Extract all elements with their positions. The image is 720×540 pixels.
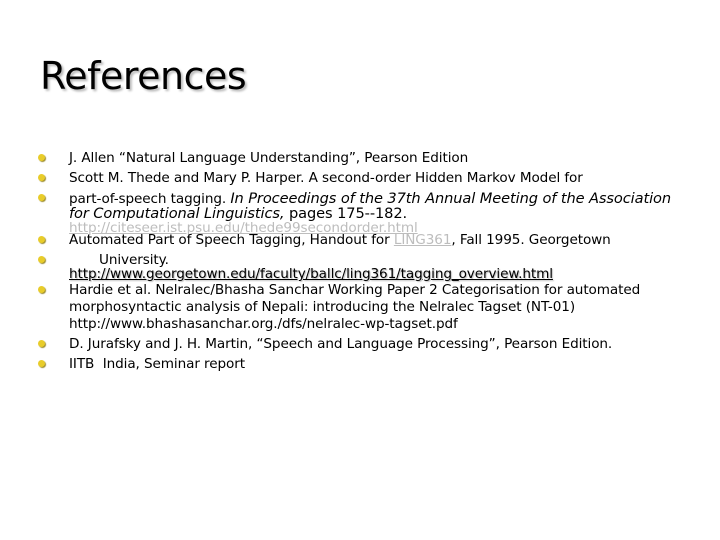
bullet-icon [38, 154, 45, 161]
reference-item-georgetown-continued [0, 252, 720, 283]
reference-text: IITB India, Seminar report [69, 356, 245, 372]
bullet-icon [38, 236, 45, 243]
reference-text: Automated Part of Speech Tagging, Handout for [69, 232, 394, 248]
reference-text: part-of-speech tagging. [69, 191, 231, 207]
reference-text: Scott M. Thede and Mary P. Harper. A second-order Hidden Markov Model for [69, 170, 583, 186]
reference-item-hardie [0, 282, 720, 333]
bullet-icon [38, 286, 45, 293]
reference-text: Hardie et al. Nelralec/Bhasha Sanchar Working Paper 2 Categorisation for automated [69, 282, 641, 298]
reference-list [0, 150, 720, 373]
bullet-icon [38, 194, 45, 201]
reference-url-text: http://www.bhashasanchar.org./dfs/nelralec-wp-tagset.pdf [69, 316, 458, 332]
slide-title: References [40, 54, 247, 98]
reference-venue: for Computational Linguistics, [69, 205, 285, 222]
bullet-icon [38, 340, 45, 347]
reference-item-allen [0, 150, 720, 167]
reference-text: , Fall 1995. Georgetown [451, 232, 611, 248]
bullet-icon [38, 256, 45, 263]
reference-item-jurafsky [0, 336, 720, 353]
bullet-icon [38, 360, 45, 367]
reference-text: University. [99, 252, 169, 268]
reference-text: J. Allen “Natural Language Understanding”, Pearson Edition [69, 150, 469, 166]
reference-link[interactable]: http://citeseer.ist.psu.edu/thede99secondorder.html [69, 220, 418, 236]
reference-item-thede-continued [0, 190, 720, 237]
reference-link[interactable]: http://www.georgetown.edu/faculty/ballc/ling361/tagging_overview.html [69, 266, 553, 282]
bullet-icon [38, 174, 45, 181]
reference-text: D. Jurafsky and J. H. Martin, “Speech and Language Processing”, Pearson Edition. [69, 336, 613, 352]
reference-pages: pages 175--182. [284, 205, 408, 222]
reference-item-thede [0, 170, 720, 187]
reference-item-iitb [0, 356, 720, 373]
ling361-link[interactable]: LING361 [393, 232, 452, 248]
reference-venue: In Proceedings of the 37th Annual Meeting of the Association [230, 190, 672, 207]
reference-item-georgetown [0, 232, 720, 249]
reference-text: morphosyntactic analysis of Nepali: introducing the Nelralec Tagset (NT-01) [69, 299, 576, 315]
